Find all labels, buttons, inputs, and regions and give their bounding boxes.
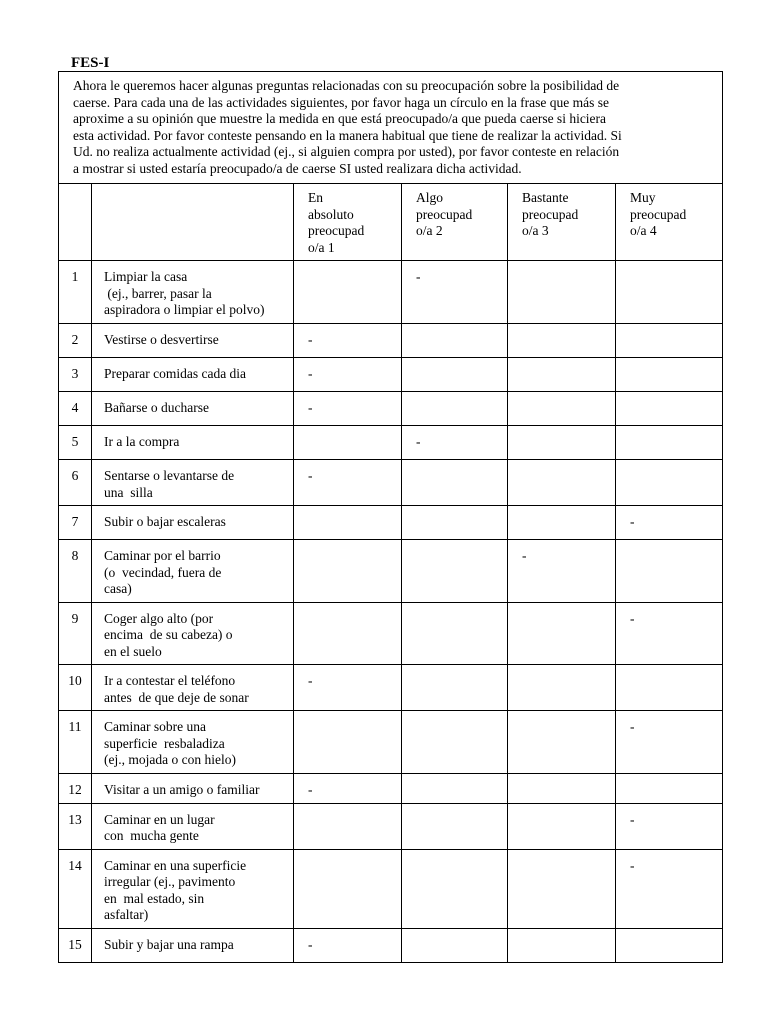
col-header-line: En <box>308 190 323 205</box>
header-row <box>59 184 723 261</box>
row-number: 11 <box>59 711 92 774</box>
answer-cell-3[interactable] <box>508 773 616 803</box>
answer-cell-2[interactable] <box>402 392 508 426</box>
answer-cell-4[interactable] <box>616 803 723 849</box>
col-header-line: o/a 1 <box>308 239 335 255</box>
answer-cell-2[interactable] <box>402 426 508 460</box>
row-number: 6 <box>59 460 92 506</box>
answer-cell-3[interactable] <box>508 540 616 603</box>
answer-mark: - <box>308 468 313 483</box>
answer-cell-1[interactable] <box>294 392 402 426</box>
answer-mark: - <box>308 366 313 381</box>
answer-cell-1[interactable] <box>294 426 402 460</box>
answer-cell-3[interactable] <box>508 426 616 460</box>
activity-cell <box>92 540 294 603</box>
activity-line: Subir o bajar escaleras <box>104 514 226 529</box>
activity-cell <box>92 849 294 928</box>
col-header-line: Bastante <box>522 190 569 205</box>
answer-cell-4[interactable] <box>616 460 723 506</box>
activity-line: antes de que deje de sonar <box>104 689 249 705</box>
answer-cell-1[interactable] <box>294 506 402 540</box>
answer-cell-4[interactable] <box>616 540 723 603</box>
answer-cell-2[interactable] <box>402 261 508 324</box>
activity-cell <box>92 928 294 962</box>
answer-cell-2[interactable] <box>402 358 508 392</box>
activity-cell <box>92 261 294 324</box>
answer-cell-3[interactable] <box>508 261 616 324</box>
col-header-line: Algo <box>416 190 443 205</box>
answer-cell-1[interactable] <box>294 540 402 603</box>
header-activity-cell <box>92 184 294 261</box>
col-header-3 <box>508 184 616 261</box>
col-header-line: Muy <box>630 190 656 205</box>
row-number: 15 <box>59 928 92 962</box>
table-row <box>59 540 723 603</box>
answer-cell-3[interactable] <box>508 711 616 774</box>
instructions-line: caerse. Para cada una de las actividades siguientes, por favor haga un círculo en la frase que más se <box>73 94 610 110</box>
answer-mark: - <box>522 548 527 563</box>
instructions <box>59 72 723 184</box>
activity-cell <box>92 602 294 665</box>
form-title: FES-I <box>71 55 110 71</box>
activity-cell <box>92 358 294 392</box>
activity-line: en mal estado, sin <box>104 890 205 906</box>
col-header-line: preocupad <box>630 206 687 222</box>
row-number: 4 <box>59 392 92 426</box>
row-number: 7 <box>59 506 92 540</box>
answer-cell-2[interactable] <box>402 803 508 849</box>
activity-line: en el suelo <box>104 643 162 659</box>
activity-line: Coger algo alto (por <box>104 610 214 626</box>
answer-cell-4[interactable] <box>616 849 723 928</box>
answer-cell-1[interactable] <box>294 324 402 358</box>
answer-cell-1[interactable] <box>294 665 402 711</box>
table-row <box>59 324 723 358</box>
answer-cell-3[interactable] <box>508 928 616 962</box>
answer-cell-4[interactable] <box>616 358 723 392</box>
intro-row <box>59 72 723 184</box>
activity-line: Vestirse o desvertirse <box>104 332 219 347</box>
answer-cell-1[interactable] <box>294 928 402 962</box>
activity-line: (ej., mojada o con hielo) <box>104 752 236 767</box>
answer-mark: - <box>308 673 313 688</box>
row-number: 2 <box>59 324 92 358</box>
activity-line: asfaltar) <box>104 907 149 922</box>
answer-mark: - <box>630 719 635 734</box>
answer-cell-2[interactable] <box>402 849 508 928</box>
answer-cell-2[interactable] <box>402 665 508 711</box>
activity-line: Caminar sobre una <box>104 719 206 734</box>
activity-line: casa) <box>104 581 132 596</box>
table-row <box>59 773 723 803</box>
answer-cell-1[interactable] <box>294 773 402 803</box>
activity-line: Limpiar la casa <box>104 269 188 284</box>
col-header-line: absoluto <box>308 206 354 222</box>
activity-cell <box>92 392 294 426</box>
table-row <box>59 358 723 392</box>
instructions-line: esta actividad. Por favor conteste pensando en la manera habitual que tiene de realizar la actividad. Si <box>73 127 622 143</box>
activity-cell <box>92 773 294 803</box>
answer-mark: - <box>416 269 421 284</box>
col-header-line: preocupad <box>308 223 365 238</box>
answer-cell-3[interactable] <box>508 602 616 665</box>
row-number: 12 <box>59 773 92 803</box>
activity-line: (o vecindad, fuera de <box>104 564 222 580</box>
answer-mark: - <box>630 610 635 626</box>
activity-line: Sentarse o levantarse de <box>104 468 235 483</box>
instructions-line: a mostrar si usted estaría preocupado/a de caerse SI usted realizara dicha actividad. <box>73 160 522 176</box>
activity-line: irregular (ej., pavimento <box>104 874 236 889</box>
answer-cell-3[interactable] <box>508 324 616 358</box>
activity-line: Ir a la compra <box>104 434 180 449</box>
col-header-line: preocupad <box>416 206 473 222</box>
row-number: 5 <box>59 426 92 460</box>
answer-mark: - <box>308 781 313 797</box>
answer-cell-1[interactable] <box>294 358 402 392</box>
answer-cell-1[interactable] <box>294 261 402 324</box>
table-row <box>59 665 723 711</box>
activity-line: Visitar a un amigo o familiar <box>104 781 260 797</box>
activity-line: Ir a contestar el teléfono <box>104 673 236 688</box>
answer-cell-3[interactable] <box>508 803 616 849</box>
answer-mark: - <box>308 400 313 415</box>
answer-cell-4[interactable] <box>616 711 723 774</box>
activity-cell <box>92 665 294 711</box>
answer-cell-4[interactable] <box>616 665 723 711</box>
answer-mark: - <box>630 811 635 827</box>
activity-line: Caminar en una superficie <box>104 857 247 873</box>
activity-line: con mucha gente <box>104 828 199 843</box>
activity-cell <box>92 506 294 540</box>
answer-cell-2[interactable] <box>402 928 508 962</box>
table-row <box>59 711 723 774</box>
activity-line: Caminar por el barrio <box>104 548 221 563</box>
activity-cell <box>92 711 294 774</box>
answer-mark: - <box>630 514 635 529</box>
fes-i-table <box>58 71 723 963</box>
activity-line: aspiradora o limpiar el polvo) <box>104 302 265 317</box>
row-number: 9 <box>59 602 92 665</box>
answer-cell-4[interactable] <box>616 928 723 962</box>
col-header-4 <box>616 184 723 261</box>
activity-cell <box>92 460 294 506</box>
answer-cell-2[interactable] <box>402 506 508 540</box>
col-header-line: o/a 2 <box>416 223 443 238</box>
answer-cell-2[interactable] <box>402 602 508 665</box>
answer-cell-4[interactable] <box>616 602 723 665</box>
table-row <box>59 602 723 665</box>
answer-mark: - <box>416 434 421 449</box>
answer-mark: - <box>308 936 313 952</box>
activity-line: Caminar en un lugar <box>104 811 215 827</box>
header-num-cell <box>59 184 92 261</box>
row-number: 3 <box>59 358 92 392</box>
instructions-line: Ud. no realiza actualmente actividad (ej., si alguien compra por usted), por favor conteste en relación <box>73 144 620 159</box>
answer-cell-1[interactable] <box>294 803 402 849</box>
answer-cell-2[interactable] <box>402 324 508 358</box>
row-number: 1 <box>59 261 92 324</box>
answer-cell-3[interactable] <box>508 506 616 540</box>
activity-cell <box>92 803 294 849</box>
answer-mark: - <box>308 332 313 347</box>
answer-cell-4[interactable] <box>616 426 723 460</box>
answer-cell-4[interactable] <box>616 261 723 324</box>
answer-cell-1[interactable] <box>294 460 402 506</box>
answer-cell-1[interactable] <box>294 711 402 774</box>
col-header-2 <box>402 184 508 261</box>
instructions-line: Ahora le queremos hacer algunas preguntas relacionadas con su preocupación sobre la posibilidad de <box>73 78 620 93</box>
answer-cell-4[interactable] <box>616 324 723 358</box>
col-header-line: o/a 3 <box>522 223 549 238</box>
activity-cell <box>92 324 294 358</box>
activity-line: Subir y bajar una rampa <box>104 936 234 952</box>
table-row <box>59 392 723 426</box>
answer-cell-3[interactable] <box>508 392 616 426</box>
answer-cell-4[interactable] <box>616 773 723 803</box>
table-row <box>59 849 723 928</box>
table-row <box>59 460 723 506</box>
answer-cell-2[interactable] <box>402 540 508 603</box>
instructions-line: aproxime a su opinión que muestre la medida en que está preocupado/a que pueda caerse si hiciera <box>73 111 607 126</box>
row-number: 13 <box>59 803 92 849</box>
col-header-line: preocupad <box>522 206 579 222</box>
row-number: 14 <box>59 849 92 928</box>
activity-line: Preparar comidas cada dia <box>104 366 247 381</box>
answer-cell-2[interactable] <box>402 711 508 774</box>
answer-cell-1[interactable] <box>294 602 402 665</box>
table-row <box>59 261 723 324</box>
answer-cell-3[interactable] <box>508 849 616 928</box>
answer-cell-3[interactable] <box>508 460 616 506</box>
answer-cell-2[interactable] <box>402 460 508 506</box>
answer-cell-2[interactable] <box>402 773 508 803</box>
table-row <box>59 506 723 540</box>
answer-cell-3[interactable] <box>508 358 616 392</box>
activity-line: una silla <box>104 484 153 500</box>
activity-line: encima de su cabeza) o <box>104 627 233 642</box>
answer-mark: - <box>630 857 635 873</box>
activity-line: superficie resbaladiza <box>104 735 225 751</box>
answer-cell-4[interactable] <box>616 392 723 426</box>
row-number: 8 <box>59 540 92 603</box>
activity-line: (ej., barrer, pasar la <box>104 285 212 301</box>
activity-cell <box>92 426 294 460</box>
table-row <box>59 928 723 962</box>
answer-cell-4[interactable] <box>616 506 723 540</box>
table-row <box>59 426 723 460</box>
answer-cell-1[interactable] <box>294 849 402 928</box>
col-header-line: o/a 4 <box>630 223 657 238</box>
table-row <box>59 803 723 849</box>
activity-line: Bañarse o ducharse <box>104 400 209 415</box>
row-number: 10 <box>59 665 92 711</box>
col-header-1 <box>294 184 402 261</box>
answer-cell-3[interactable] <box>508 665 616 711</box>
